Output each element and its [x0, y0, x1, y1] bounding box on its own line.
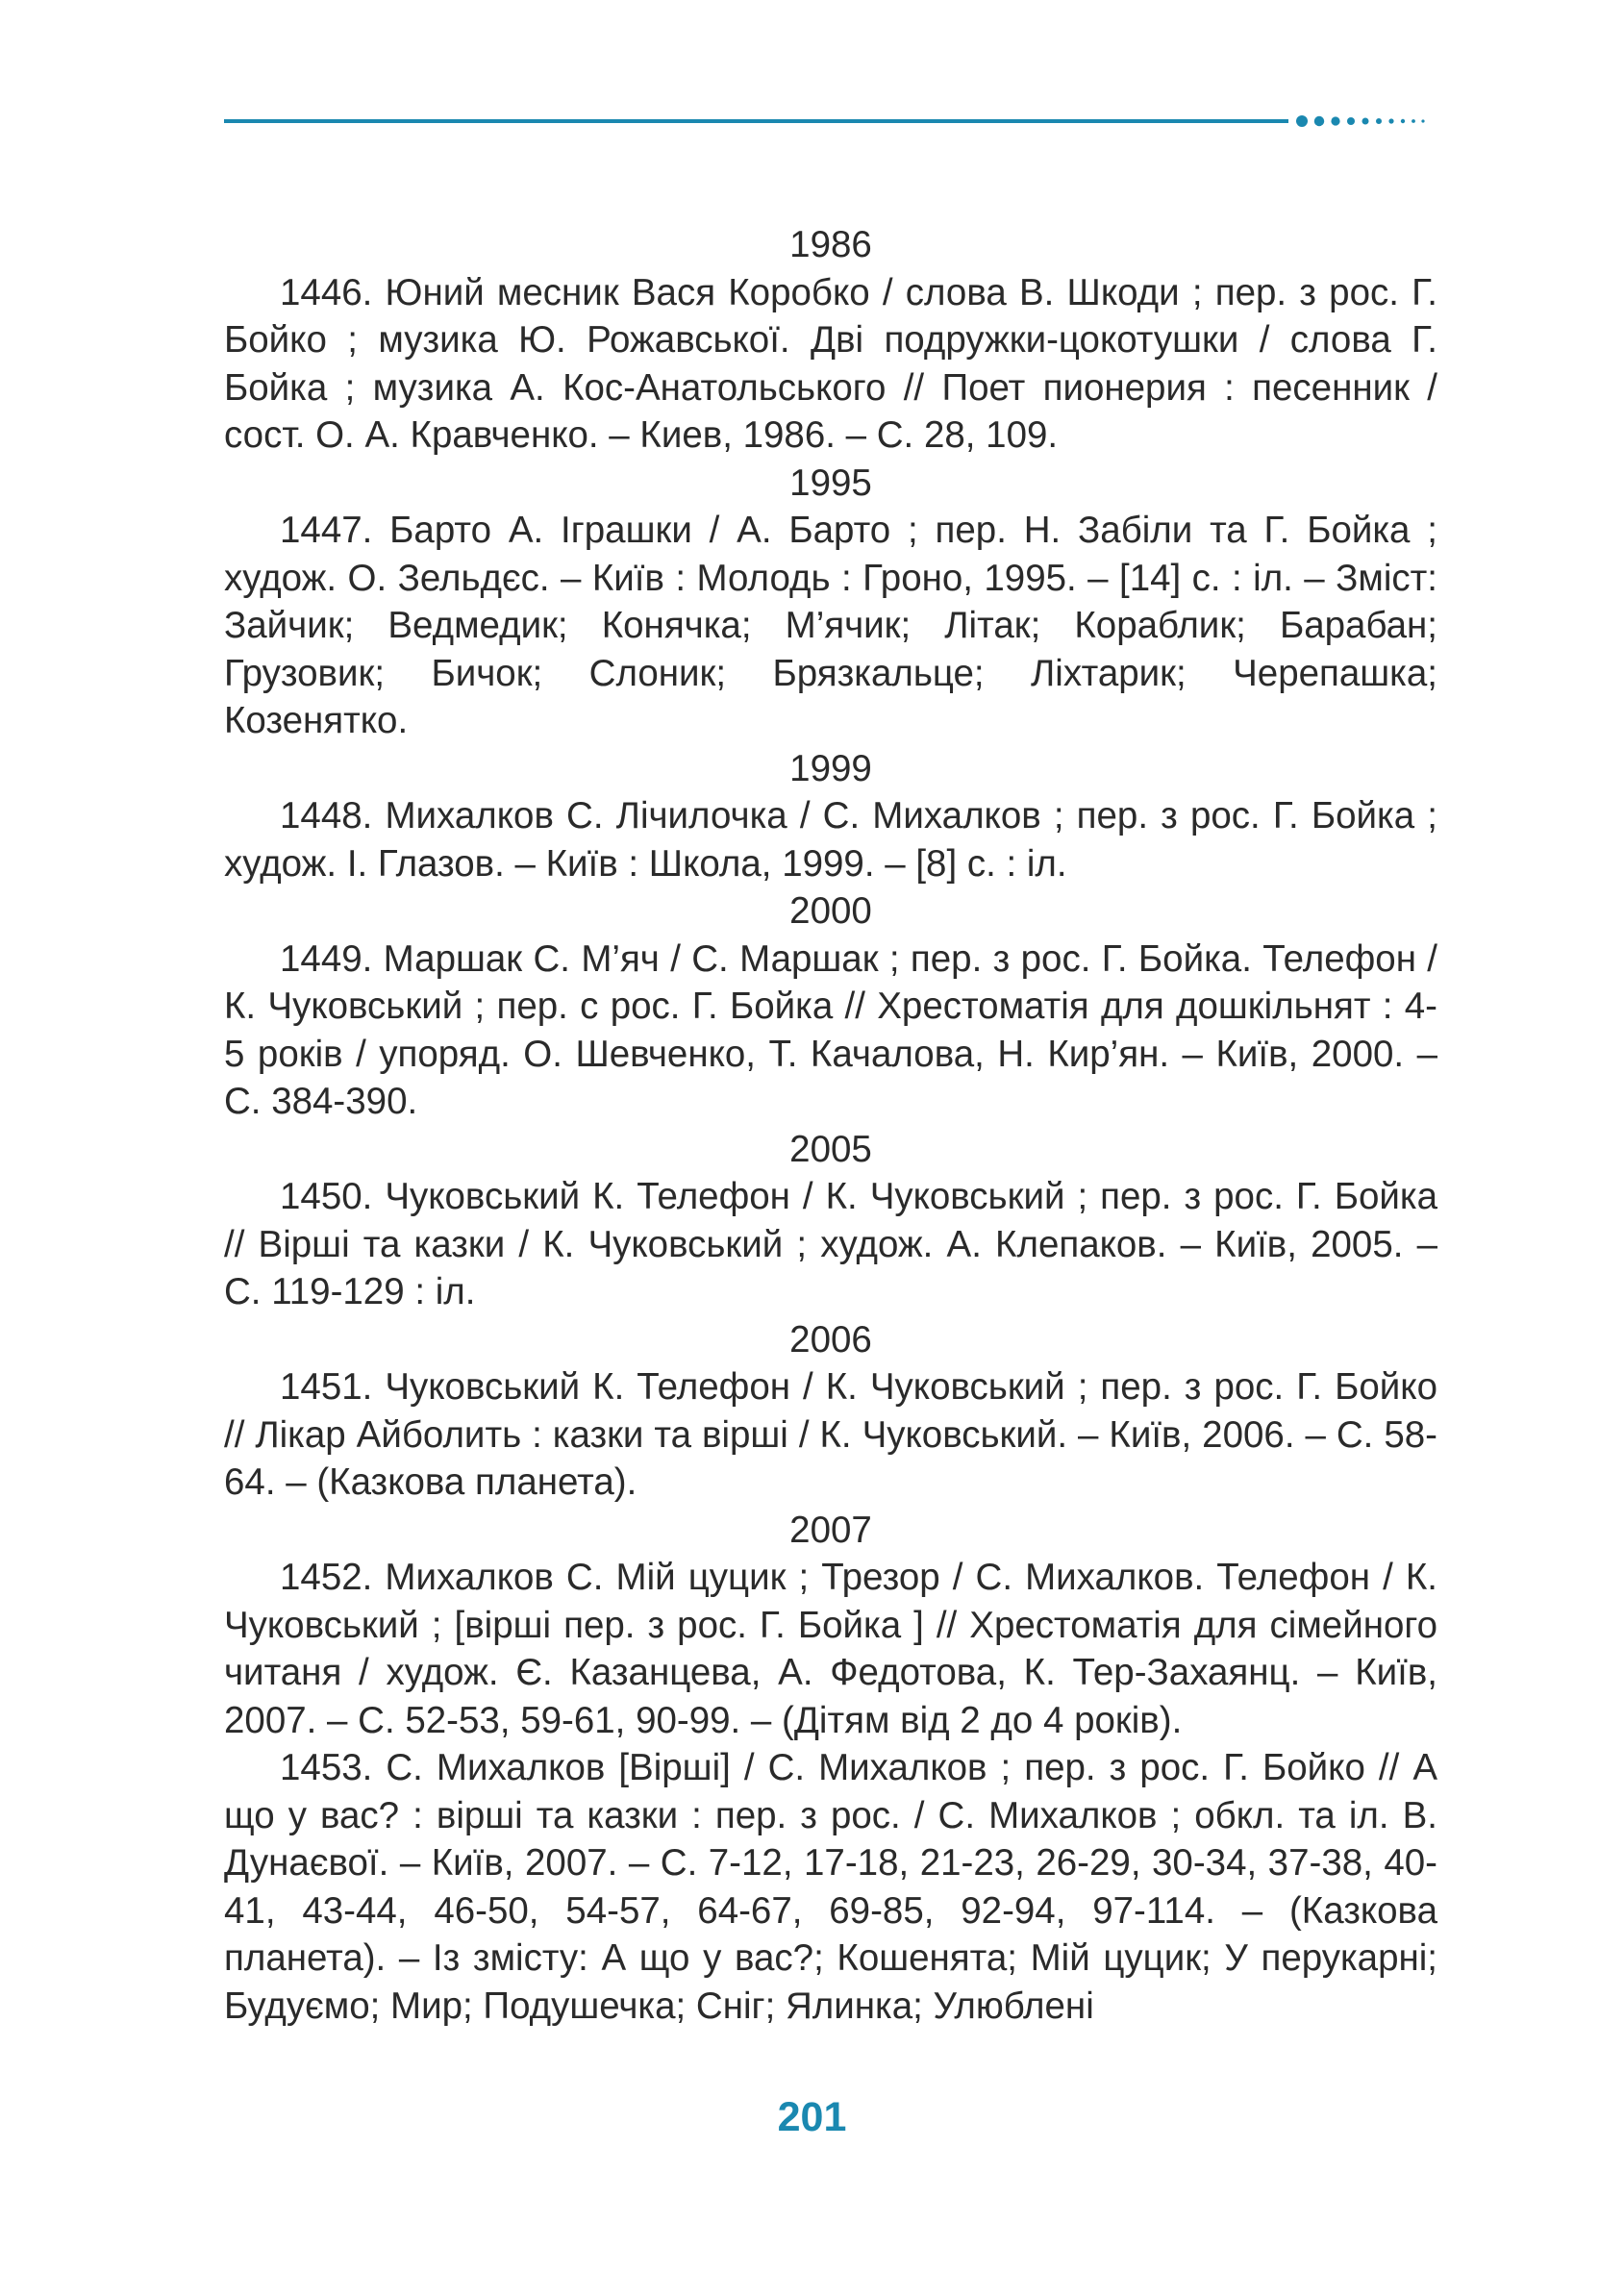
bibliography-content — [224, 221, 1437, 2030]
header-rule — [224, 119, 1288, 123]
bibliography-entry: 1447. Барто А. Іграшки / А. Барто ; пер. Н. Забіли та Г. Бойка ; худож. О. Зельдєс. – Київ : Молодь : Гроно, 1995. – [14] с. : іл. – Зміст: Зайчик; Ведмедик; Конячка; М’ячик; Літак; Кораблик; Барабан; Грузовик; Бичок; Слоник; Брязкальце; Ліхтарик; Черепашка; Козенятко. — [224, 510, 1437, 741]
bibliography-entry: 1448. Михалков С. Лічилочка / С. Михалков ; пер. з рос. Г. Бойка ; худож. І. Глазов. – Київ : Школа, 1999. – [8] с. : іл. — [224, 795, 1437, 885]
page-number: 201 — [777, 2094, 847, 2140]
year-heading: 2005 — [789, 1128, 872, 1170]
year-heading: 1999 — [789, 747, 872, 789]
bibliography-entry: 1452. Михалков С. Мій цуцик ; Трезор / С. Михалков. Телефон / К. Чуковський ; [вірші пер. з рос. Г. Бойка ] // Хрестоматія для сімейного читаня / худож. Є. Казанцева, А. Федотова, К. Тер-Захаянц. – Київ, 2007. – С. 52-53, 59-61, 90-99. – (Дітям від 2 до 4 років). — [224, 1557, 1437, 1741]
bibliography-entry: 1446. Юний месник Вася Коробко / слова В. Шкоди ; пер. з рос. Г. Бойко ; музика Ю. Рожавської. Дві подружки-цокотушки / слова Г. Бойка ; музика А. Кос-Анатольського // Поет пионерия : песенник / сост. О. А. Кравченко. – Киев, 1986. – С. 28, 109. — [224, 271, 1437, 456]
year-heading: 2006 — [789, 1318, 872, 1361]
year-heading: 2007 — [789, 1509, 872, 1551]
bibliography-entry: 1449. Маршак С. М’яч / С. Маршак ; пер. з рос. Г. Бойка. Телефон / К. Чуковський ; пер. с рос. Г. Бойка // Хрестоматія для дошкільнят : 4-5 років / упоряд. О. Шевченко, Т. Качалова, Н. Кир’ян. – Київ, 2000. – С. 384-390. — [224, 937, 1437, 1122]
year-heading: 1986 — [789, 224, 872, 265]
year-heading: 1995 — [789, 462, 872, 504]
bibliography-entry: 1453. С. Михалков [Вірші] / С. Михалков ; пер. з рос. Г. Бойко // А що у вас? : вірші та казки : пер. з рос. / С. Михалков ; обкл. та іл. В. Дунаєвої. – Київ, 2007. – С. 7-12, 17-18, 21-23, 26-29, 30-34, 37-38, 40-41, 43-44, 46-50, 54-57, 64-67, 69-85, 92-94, 97-114. – (Казкова планета). – Із змісту: А що у вас?; Кошенята; Мій цуцик; У перукарні; Будуємо; Мир; Подушечка; Сніг; Ялинка; Улюблені — [224, 1747, 1437, 2027]
header-dots-ornament — [1294, 113, 1438, 129]
bibliography-entry: 1450. Чуковський К. Телефон / К. Чуковський ; пер. з рос. Г. Бойка // Вірші та казки / К. Чуковський ; худож. А. Клепаков. – Київ, 2005. – С. 119-129 : іл. — [224, 1176, 1437, 1312]
year-heading: 2000 — [789, 890, 872, 932]
bibliography-entry: 1451. Чуковський К. Телефон / К. Чуковський ; пер. з рос. Г. Бойко // Лікар Айболить : казки та вірші / К. Чуковський. – Київ, 2006. – С. 58-64. – (Казкова планета). — [224, 1366, 1437, 1503]
